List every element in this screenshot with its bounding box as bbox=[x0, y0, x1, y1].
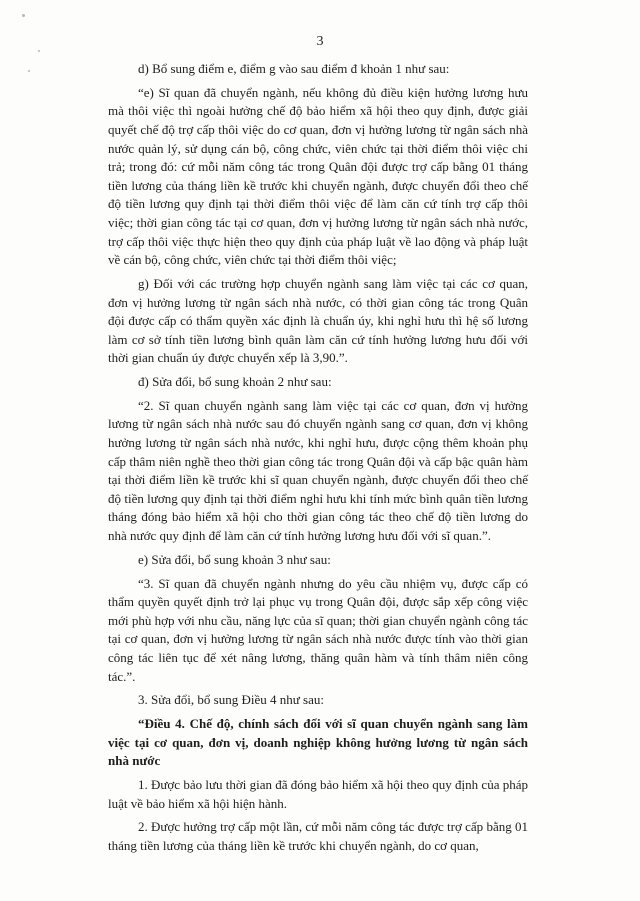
paragraph-amend-article-4-heading: 3. Sửa đổi, bổ sung Điều 4 như sau: bbox=[138, 692, 324, 708]
paragraph-article-4-item-1: 1. Được bảo lưu thời gian đã đóng bảo hiểm xã hội theo quy định của pháp luật về bảo hiểm xã hội hiện hành. bbox=[108, 777, 528, 811]
scan-speck bbox=[38, 50, 40, 52]
paragraph-article-4-item-2: 2. Được hưởng trợ cấp một lần, cứ mỗi năm công tác được trợ cấp bằng 01 tháng tiền lương của tháng liền kề trước khi chuyển ngành, do cơ quan, bbox=[108, 819, 528, 854]
paragraph-amend-clause-2-heading: đ) Sửa đổi, bổ sung khoản 2 như sau: bbox=[138, 374, 332, 390]
page-number: 3 bbox=[316, 34, 324, 49]
document-body bbox=[108, 60, 528, 861]
paragraph-amend-clause-3-heading: e) Sửa đổi, bổ sung khoản 3 như sau: bbox=[138, 551, 331, 567]
paragraph-clause-2: “2. Sĩ quan chuyển ngành sang làm việc tại các cơ quan, đơn vị hưởng lương từ ngân sách nhà nước sau đó chuyển ngành sang cơ quan, đơn vị không hưởng lương từ ngân sách nhà nước, khi nghỉ hưu, được cộng thêm khoản phụ cấp thâm niên nghề theo thời gian công tác trong Quân đội và cấp bậc quân hàm tại thời điểm liền kề trước khi sĩ quan chuyển ngành, được chuyển đổi theo chế độ tiền lương quy định tại thời điểm nghỉ hưu khi tính mức bình quân tiền lương tháng đóng bảo hiểm xã hội cho thời gian công tác theo chế độ tiền lương do nhà nước quy định để làm căn cứ tính hưởng lương hưu đối với sĩ quan.”. bbox=[108, 397, 528, 543]
paragraph-point-e: “e) Sĩ quan đã chuyển ngành, nếu không đủ điều kiện hưởng lương hưu mà thôi việc thì ngoài hưởng chế độ bảo hiểm xã hội theo quy định, được giải quyết chế độ trợ cấp thôi việc do cơ quan, đơn vị hưởng lương từ ngân sách nhà nước quản lý, sử dụng cán bộ, công chức, viên chức tại thời điểm thôi việc chi trả; trong đó: cứ mỗi năm công tác trong Quân đội được trợ cấp bằng 01 tháng tiền lương của tháng liền kề trước khi chuyển ngành, được chuyển đổi theo chế độ tiền lương quy định tại thời điểm thôi việc để làm căn cứ tính trợ cấp thôi việc; thời gian công tác tại cơ quan, đơn vị hưởng lương từ ngân sách nhà nước, trợ cấp thôi việc thực hiện theo quy định của pháp luật về lao động và pháp luật về cán bộ, công chức, viên chức tại thời điểm thôi việc; bbox=[108, 84, 528, 268]
paragraph-clause-3: “3. Sĩ quan đã chuyển ngành nhưng do yêu cầu nhiệm vụ, được cấp có thẩm quyền quyết định trở lại phục vụ trong Quân đội, được sắp xếp công việc mới phù hợp với nhu cầu, năng lực của sĩ quan; thời gian chuyển ngành công tác tại cơ quan, đơn vị hưởng lương từ ngân sách nhà nước được tính vào thời gian công tác liên tục để xét nâng lương, thăng quân hàm và tính thâm niên công tác.”. bbox=[108, 575, 528, 684]
scan-speck bbox=[28, 70, 30, 72]
scan-speck bbox=[22, 14, 25, 17]
paragraph-point-g: g) Đối với các trường hợp chuyển ngành sang làm việc tại các cơ quan, đơn vị hưởng lương từ ngân sách nhà nước, có thời gian công tác trong Quân đội được cấp có thẩm quyền xác định là chuẩn úy, khi nghỉ hưu thì hệ số lương làm cơ sở tính tiền lương bình quân làm căn cứ tính hưởng lương hưu đối với thời gian chuẩn úy được chuyển xếp là 3,90.”. bbox=[108, 275, 528, 366]
article-4-title: “Điều 4. Chế độ, chính sách đối với sĩ quan chuyển ngành sang làm việc tại cơ quan, đơn vị, doanh nghiệp không hưởng lương từ ngân sách nhà nước bbox=[108, 716, 528, 769]
paragraph-amend-point-d: d) Bổ sung điểm e, điểm g vào sau điểm đ khoản 1 như sau: bbox=[138, 61, 450, 76]
